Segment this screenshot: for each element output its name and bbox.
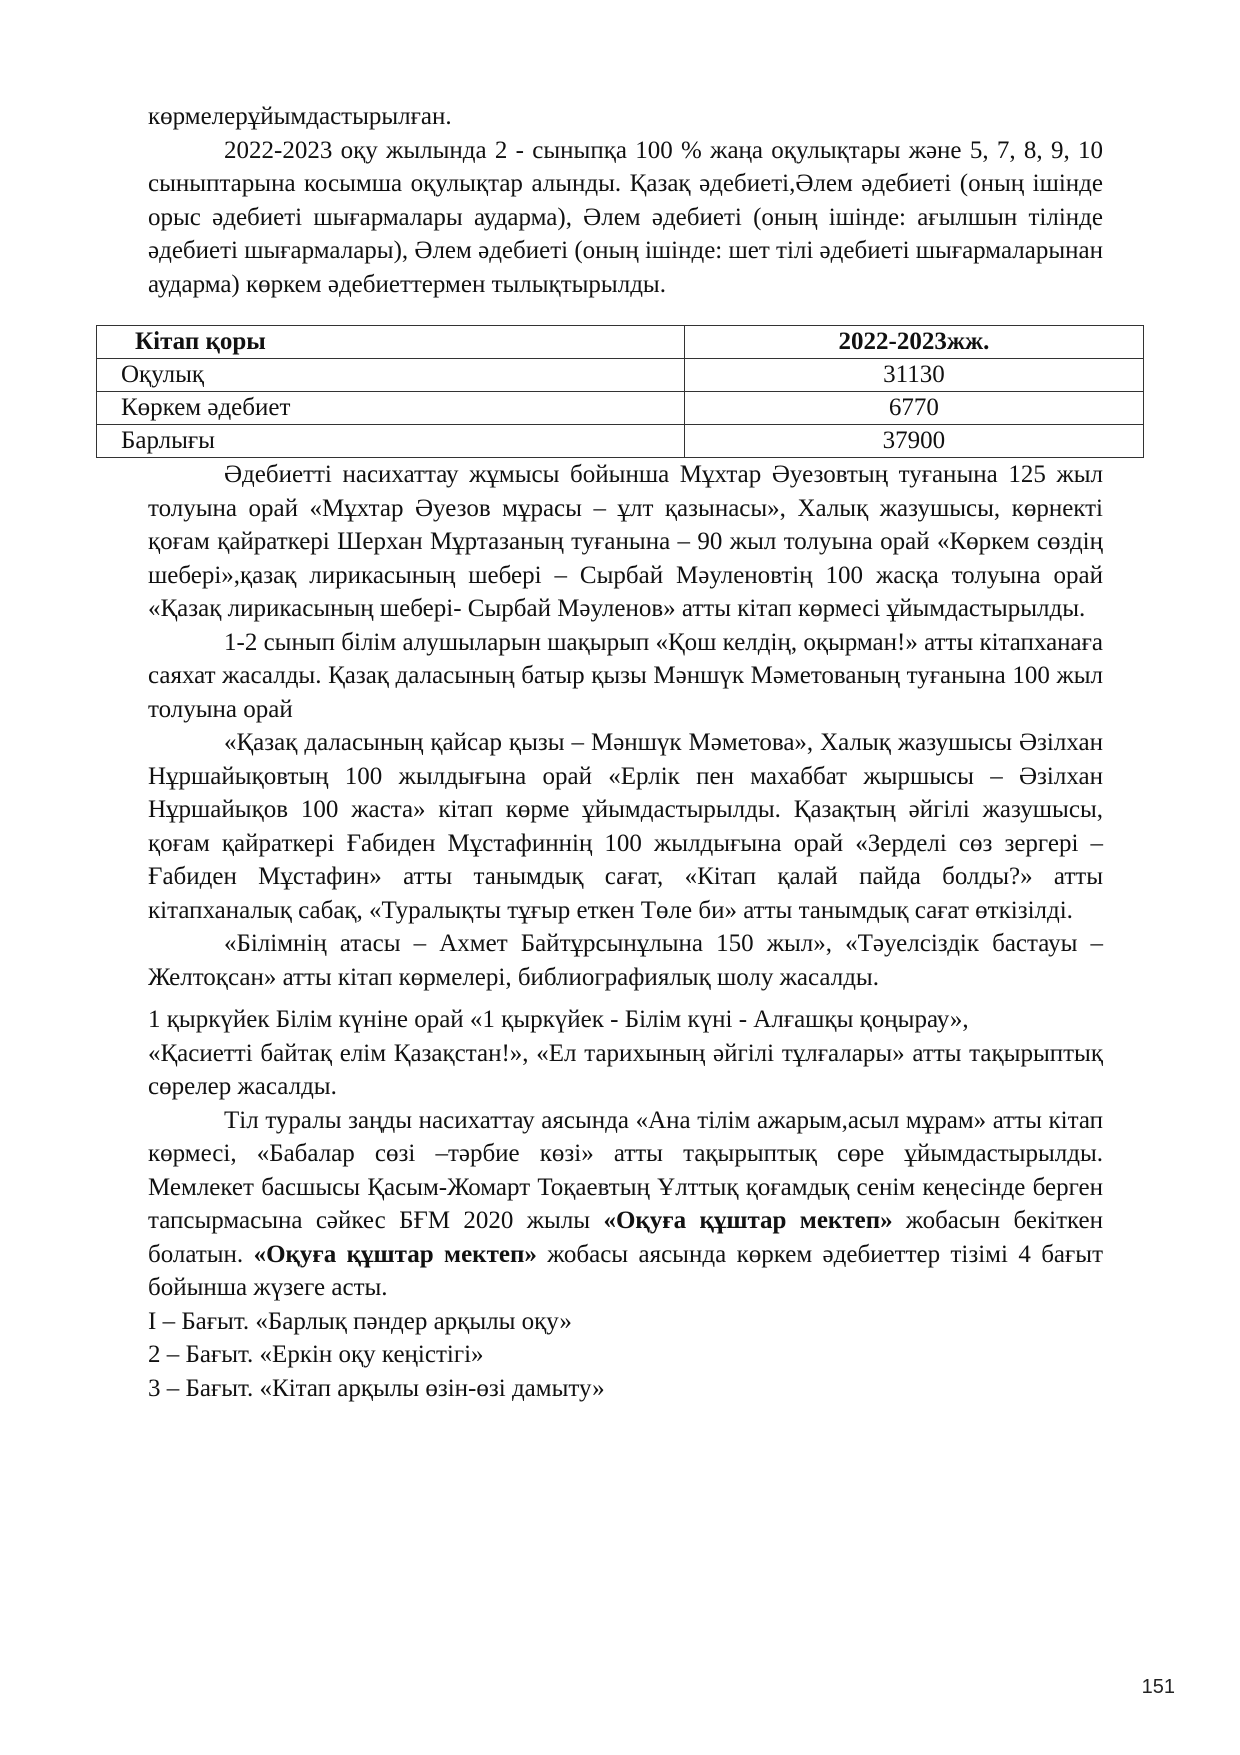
table-cell-value: 6770 (684, 392, 1143, 425)
paragraph-knowledge-day-rest: «Қасиетті байтақ елім Қазақстан!», «Ел тарихының әйгілі тұлғалары» атты тақырыптық сөрелер жасалды. (148, 1039, 1103, 1100)
paragraph-library-tour: 1-2 сынып білім алушыларын шақырып «Қош келдің, оқырман!» атты кітапханаға саяхат жасалды. Қазақ даласының батыр қызы Мәншүк Мәметованың туғанына 100 жыл толуына орай (148, 628, 1103, 723)
table-header-fund: Кітап қоры (97, 326, 685, 359)
book-fund-table (96, 325, 1144, 458)
table-header-year: 2022-2023жж. (684, 326, 1143, 359)
paragraph-1: көрмелерұйымдастырылған. (148, 103, 452, 130)
direction-item-3: 3 – Бағыт. «Кітап арқылы өзін-өзі дамыту» (148, 1374, 605, 1402)
table-row (97, 425, 1144, 458)
table-cell-label: Барлығы (97, 425, 685, 458)
paragraph-literature-promotion: Әдебиетті насихаттау жұмысы бойынша Мұхтар Әуезовтың туғанына 125 жыл толуына орай «Мұхтар Әуезов мұрасы – ұлт қазынасы», Халық жазушысы, көрнекті қоғам қайраткері Шерхан Мұртазаның туғанына – 90 жыл толуына орай «Көркем сөздің шебері»,қазақ лирикасының шебері – Сырбай Мәуленовтің 100 жасқа толуына орай «Қазақ лирикасының шебері- Сырбай Мәуленов» атты кітап көрмесі ұйымдастырылды. (148, 461, 1103, 622)
page-number: 151 (1141, 1676, 1175, 1698)
table-cell-label: Көркем әдебиет (97, 392, 685, 425)
paragraph-baitursynuly: «Білімнің атасы – Ахмет Байтұрсынұлына 150 жыл», «Тәуелсіздік бастауы – Желтоқсан» атты кітап көрмелері, библиографиялық шолу жасалды. (148, 930, 1103, 991)
paragraph-knowledge-day-line1: 1 қыркүйек Білім күніне орай «1 қыркүйек - Білім күні - Алғашқы қоңырау», (148, 1006, 969, 1033)
document-body (121, 100, 1104, 1405)
text-segment: Тіл туралы заңды насихаттау аясында «Ана тілім ажарым,асыл мұрам» атты кітап көрмесі, «Бабалар сөзі –тәрбие көзі» атты тақырыптық сөре ұйымдастырылды. Мемлекет басшысы Қасым-Жомарт Тоқаевтың Ұлттық қоғамдық сенім кеңесінде берген тапсырмасына сәйкес БҒМ 2020 жылы (148, 1106, 1103, 1234)
paragraph-knowledge-day (148, 1003, 1103, 1104)
text-segment: жобасын бекіткен болатын. (148, 1207, 1104, 1268)
paragraph-language-law (148, 1104, 1103, 1305)
table-cell-label: Оқулық (97, 359, 685, 392)
project-name-bold: «Оқуға құштар мектеп» (603, 1207, 893, 1234)
table-cell-value: 37900 (684, 425, 1143, 458)
paragraph-textbooks: 2022-2023 оқу жылында 2 - сыныпқа 100 % жаңа оқулықтары және 5, 7, 8, 9, 10 сыныптарына косымша оқулықтар алынды. Қазақ әдебиеті,Әлем әдебиеті (оның ішінде орыс әдебиеті шығармалары аударма), Әлем әдебиеті (оның ішінде: ағылшын тілінде әдебиеті шығармалары), Әлем әдебиеті (оның ішінде: шет тілі әдебиеті шығармаларынан аударма) көркем әдебиеттермен тылықтырылды. (148, 136, 1103, 298)
text-segment: жобасы аясында көркем әдебиеттер тізімі 4 бағыт бойынша жүзеге асты. (148, 1240, 1104, 1301)
project-name-bold: «Оқуға құштар мектеп» (253, 1240, 537, 1268)
direction-item-1: І – Бағыт. «Барлық пәндер арқылы оқу» (148, 1307, 572, 1335)
table-cell-value: 31130 (684, 359, 1143, 392)
table-header-row (97, 326, 1144, 359)
table-row (97, 359, 1144, 392)
direction-item-2: 2 – Бағыт. «Еркін оқу кеңістігі» (148, 1341, 484, 1368)
paragraph-exhibitions: «Қазақ даласының қайсар қызы – Мәншүк Мәметова», Халық жазушысы Әзілхан Нұршайықовтың 100 жылдығына орай «Ерлік пен махаббат жыршысы – Әзілхан Нұршайықов 100 жаста» кітап көрме ұйымдастырылды. Қазақтың әйгілі жазушысы, қоғам қайраткері Ғабиден Мұстафиннің 100 жылдығына орай «Зерделі сөз зергері – Ғабиден Мұстафин» атты танымдық сағат, «Кітап қалай пайда болды?» атты кітапханалық сабақ, «Туралықты тұғыр еткен Төле би» атты танымдық сағат өткізілді. (148, 729, 1103, 924)
table-row (97, 392, 1144, 425)
